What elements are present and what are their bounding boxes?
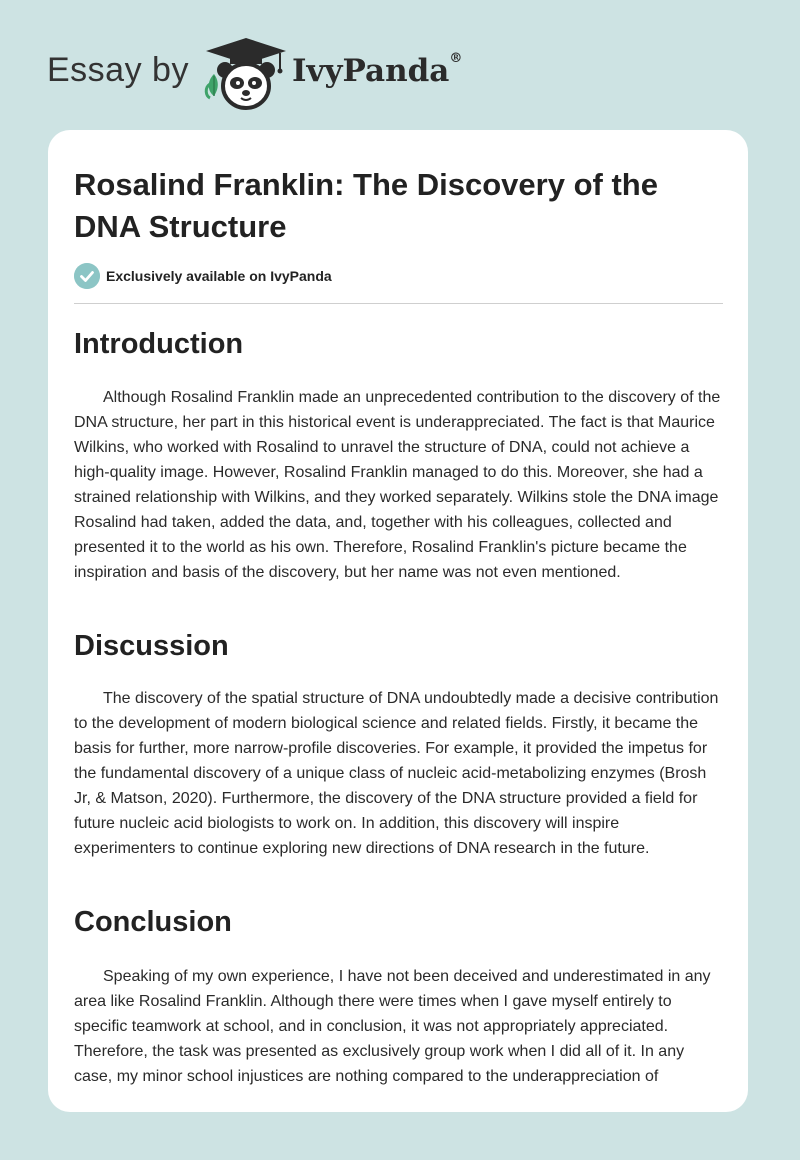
paragraph-conclusion: Speaking of my own experience, I have not been deceived and underestimated in any area like Rosalind Franklin. Although there were times when I gave myself entirely to specific teamwork at school, and in conclusion, it was not appropriately appreciated. Therefore, the task was presented as exclusively group work when I did all of it. In any case, my minor school injustices are nothing compared to the underappreciation of <box>74 968 711 1085</box>
brand-name[interactable] <box>292 50 463 89</box>
ivypanda-logo-icon[interactable] <box>200 34 290 114</box>
site-header <box>0 0 800 130</box>
section-heading-introduction: Introduction <box>74 328 244 360</box>
exclusive-label: Exclusively available on IvyPanda <box>106 268 332 284</box>
section-heading-conclusion: Conclusion <box>74 906 232 938</box>
paragraph-discussion: The discovery of the spatial structure of DNA undoubtedly made a decisive contribution to the development of modern biological science and related fields. Firstly, it became the basis for further, more narrow-profile discoveries. For example, it provided the impetus for the fundamental discovery of a unique class of nucleic acid-metabolizing enzymes (Brosh Jr, & Matson, 2020). Furthermore, the discovery of the DNA structure provided a field for future nucleic acid biologists to work on. In addition, this discovery will inspire experimenters to continue exploring new directions of DNA research in the future. <box>74 690 719 857</box>
check-circle-icon <box>74 263 100 289</box>
registered-mark: ® <box>449 50 463 66</box>
divider <box>74 303 723 304</box>
exclusive-badge <box>74 263 332 289</box>
essay-card <box>48 130 748 1112</box>
essay-title: Rosalind Franklin: The Discovery of the DNA Structure <box>74 167 658 244</box>
essay-by-label: Essay by <box>47 51 189 89</box>
section-heading-discussion: Discussion <box>74 630 229 662</box>
paragraph-introduction: Although Rosalind Franklin made an unprecedented contribution to the discovery of the DNA structure, her part in this historical event is underappreciated. The fact is that Maurice Wilkins, who worked with Rosalind to unravel the structure of DNA, could not achieve a high-quality image. However, Rosalind Franklin managed to do this. Moreover, she had a strained relationship with Wilkins, and they worked separately. Wilkins stole the DNA image Rosalind had taken, added the data, and, together with his colleagues, collected and presented it to the world as his own. Therefore, Rosalind Franklin's picture became the inspiration and basis of the discovery, but her name was not even mentioned. <box>74 389 721 581</box>
brand-text: IvyPanda <box>292 53 450 89</box>
